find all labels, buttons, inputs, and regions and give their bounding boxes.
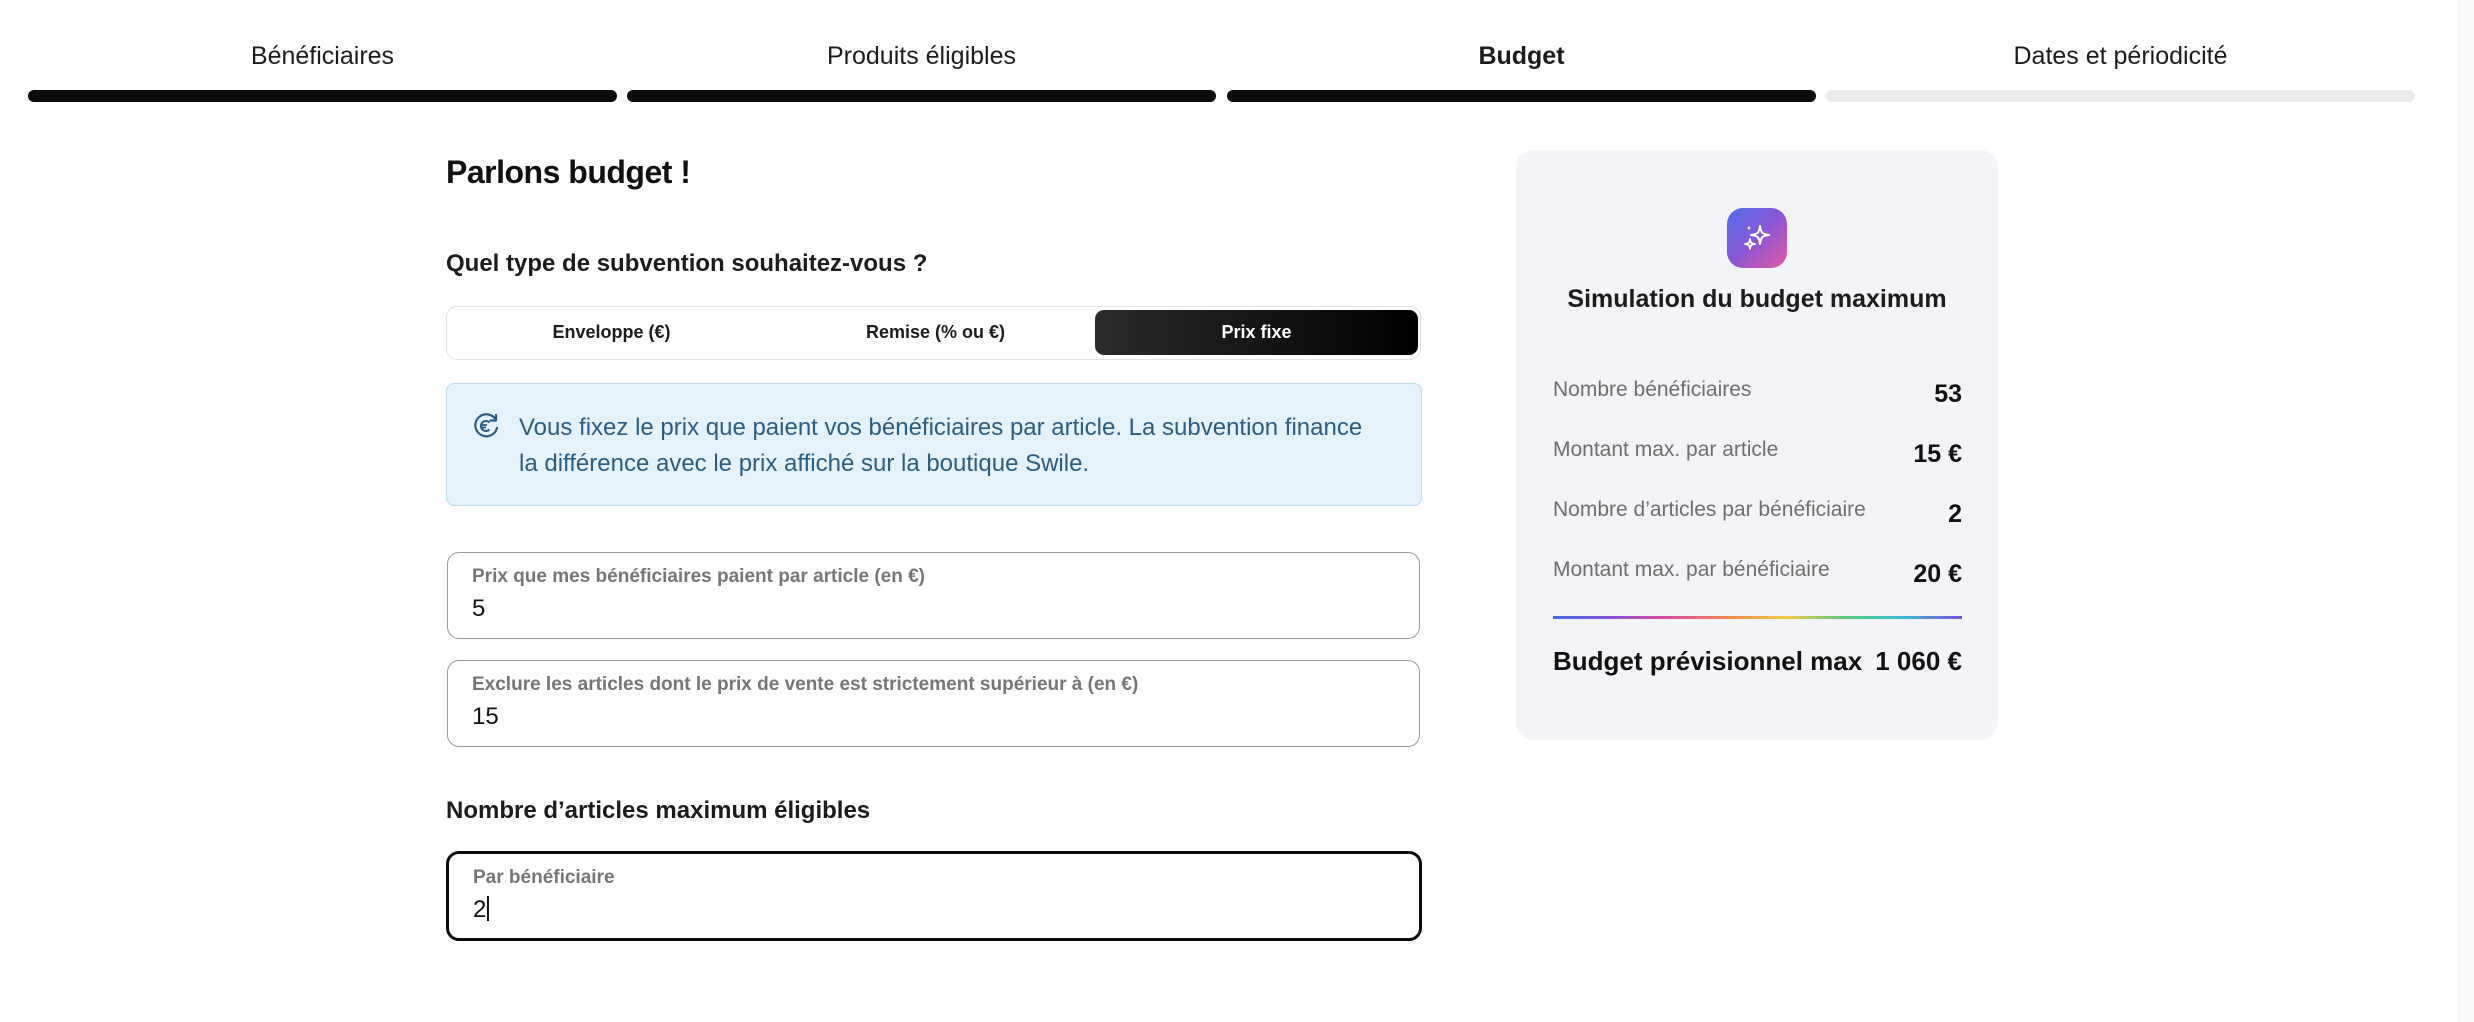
budget-simulation-card xyxy=(1516,150,1998,740)
row-value: 2 xyxy=(1948,500,1962,528)
row-label: Nombre d’articles par bénéficiaire xyxy=(1553,498,1866,521)
field-label: Prix que mes bénéficiaires paient par article (en €) xyxy=(472,566,926,587)
stepper xyxy=(28,38,2415,104)
option-enveloppe[interactable]: Enveloppe (€) xyxy=(552,322,671,342)
row-label: Nombre bénéficiaires xyxy=(1553,378,1752,401)
gradient-divider xyxy=(1553,616,1962,619)
info-banner xyxy=(446,383,1422,506)
max-items-title: Nombre d’articles maximum éligibles xyxy=(446,797,871,824)
option-remise[interactable]: Remise (% ou €) xyxy=(865,322,1006,342)
field-label: Exclure les articles dont le prix de vente est strictement supérieur à (en €) xyxy=(472,674,1139,695)
price-per-item-field[interactable] xyxy=(447,552,1420,639)
text-caret xyxy=(487,896,489,921)
budget-total xyxy=(1553,642,1962,682)
exclude-price-above-field[interactable] xyxy=(447,660,1420,747)
field-value[interactable]: 5 xyxy=(472,595,486,622)
sparkles-icon xyxy=(1727,208,1787,268)
page-scrollbar[interactable] xyxy=(2458,0,2474,1022)
step-label: Budget xyxy=(1478,42,1565,70)
step-label: Dates et périodicité xyxy=(2013,42,2228,70)
row-value: 53 xyxy=(1934,380,1962,408)
row-value: 15 € xyxy=(1913,440,1962,468)
info-text: Vous fixez le prix que paient vos bénéficiaires par article. La subvention finance la différence avec le prix affiché sur la boutique Swile. xyxy=(519,414,1363,477)
field-label: Par bénéficiaire xyxy=(473,867,615,888)
step-produits-eligibles[interactable] xyxy=(627,38,1216,104)
option-prix-fixe[interactable]: Prix fixe xyxy=(1095,310,1418,355)
max-items-per-beneficiary-field[interactable] xyxy=(446,851,1422,941)
simulation-row xyxy=(1553,374,1962,414)
step-budget[interactable] xyxy=(1227,38,1816,104)
step-progress-bar xyxy=(28,90,617,102)
step-progress-bar xyxy=(1227,90,1816,102)
row-value: 20 € xyxy=(1913,560,1962,588)
step-progress-bar xyxy=(627,90,1216,102)
total-value: 1 060 € xyxy=(1875,646,1962,676)
subsidy-type-selector xyxy=(446,306,1421,360)
simulation-row xyxy=(1553,434,1962,474)
page-title: Parlons budget ! xyxy=(446,154,691,190)
simulation-row xyxy=(1553,554,1962,594)
row-label: Montant max. par bénéficiaire xyxy=(1553,558,1830,581)
field-value[interactable]: 15 xyxy=(472,703,499,730)
simulation-title: Simulation du budget maximum xyxy=(1567,285,1947,313)
euro-refresh-icon xyxy=(471,411,501,441)
simulation-row xyxy=(1553,494,1962,534)
field-text: 2 xyxy=(473,896,487,923)
step-progress-bar xyxy=(1826,90,2415,102)
step-label: Produits éligibles xyxy=(827,42,1016,70)
total-label: Budget prévisionnel max xyxy=(1553,646,1863,676)
row-label: Montant max. par article xyxy=(1553,438,1779,461)
step-dates-periodicite[interactable] xyxy=(1826,38,2415,104)
field-value[interactable] xyxy=(473,896,489,924)
subsidy-type-question: Quel type de subvention souhaitez-vous ? xyxy=(446,250,928,277)
step-beneficiaires[interactable] xyxy=(28,38,617,104)
step-label: Bénéficiaires xyxy=(250,42,395,70)
